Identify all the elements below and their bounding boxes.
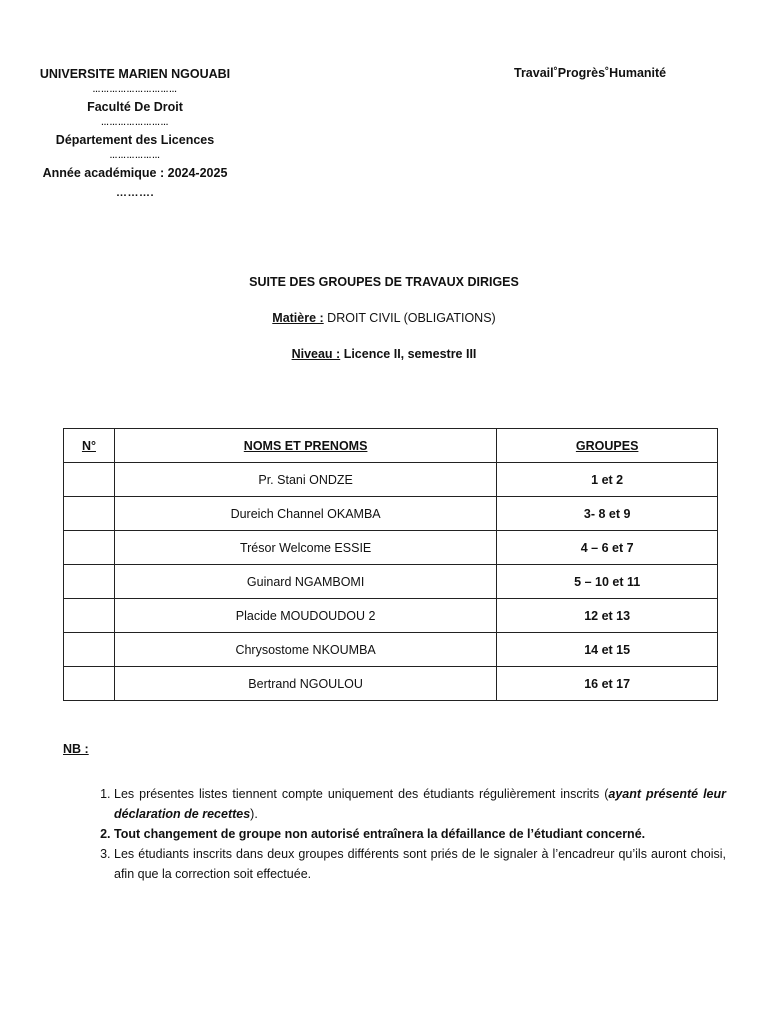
faculty-name: Faculté De Droit xyxy=(87,100,183,114)
table-row xyxy=(64,667,718,701)
header-groups-text: GROUPES xyxy=(575,438,639,453)
level-label: Niveau : xyxy=(291,347,341,361)
table-row xyxy=(64,633,718,667)
nb-label: NB : xyxy=(63,742,89,756)
table-row xyxy=(64,599,718,633)
header-groups xyxy=(497,429,718,463)
row-name: Pr. Stani ONDZE xyxy=(114,463,496,497)
groups-table xyxy=(63,428,718,701)
separator-dots: ………. xyxy=(115,187,155,199)
note3-text: Les étudiants inscrits dans deux groupes différents sont priés de le signaler à l’encadreur qu’ils auront choisi, afin que la correction soit effectuée. xyxy=(114,847,726,881)
separator-dots: …………………… xyxy=(101,118,169,127)
row-groups: 14 et 15 xyxy=(497,633,718,667)
institution-header xyxy=(18,66,252,202)
table-row xyxy=(64,497,718,531)
row-groups: 4 – 6 et 7 xyxy=(497,531,718,565)
table-header-row xyxy=(64,429,718,463)
document-title: SUITE DES GROUPES DE TRAVAUX DIRIGES xyxy=(249,275,519,289)
level-value: Licence II, semestre III xyxy=(340,347,477,361)
subject-label: Matière : xyxy=(272,311,324,325)
row-groups: 3- 8 et 9 xyxy=(497,497,718,531)
header-num xyxy=(64,429,115,463)
note1-text-b: ). xyxy=(250,807,258,821)
row-groups: 5 – 10 et 11 xyxy=(497,565,718,599)
row-num xyxy=(64,599,115,633)
header-names-text: NOMS ET PRENOMS xyxy=(243,438,368,453)
row-groups: 16 et 17 xyxy=(497,667,718,701)
national-motto: Travail˚Progrès˚Humanité xyxy=(514,66,667,80)
note-item xyxy=(114,784,726,824)
university-name: UNIVERSITE MARIEN NGOUABI xyxy=(39,67,231,81)
row-num xyxy=(64,633,115,667)
row-name: Dureich Channel OKAMBA xyxy=(114,497,496,531)
level-line xyxy=(0,344,768,364)
notes-list xyxy=(78,784,726,884)
subject-line xyxy=(0,308,768,328)
note1-italic: ayant présenté leur déclaration de recettes xyxy=(114,787,726,821)
row-num xyxy=(64,463,115,497)
row-num xyxy=(64,531,115,565)
note-item xyxy=(114,844,726,884)
table-row xyxy=(64,463,718,497)
document-titles xyxy=(0,272,768,364)
note2-text: Tout changement de groupe non autorisé entraînera la défaillance de l’étudiant concerné. xyxy=(114,827,646,841)
row-groups: 12 et 13 xyxy=(497,599,718,633)
row-num xyxy=(64,667,115,701)
note1-text-a: Les présentes listes tiennent compte uniquement des étudiants régulièrement inscrits ( xyxy=(114,787,609,801)
row-groups: 1 et 2 xyxy=(497,463,718,497)
note-item xyxy=(114,824,726,844)
header-names xyxy=(114,429,496,463)
table-row xyxy=(64,531,718,565)
department-name: Département des Licences xyxy=(55,133,215,147)
row-num xyxy=(64,565,115,599)
row-name: Trésor Welcome ESSIE xyxy=(114,531,496,565)
row-name: Bertrand NGOULOU xyxy=(114,667,496,701)
table-row xyxy=(64,565,718,599)
row-name: Chrysostome NKOUMBA xyxy=(114,633,496,667)
subject-text: DROIT CIVIL (OBLIGATIONS) xyxy=(323,311,496,325)
header-num-text: N° xyxy=(81,438,96,453)
row-num xyxy=(64,497,115,531)
row-name: Placide MOUDOUDOU 2 xyxy=(114,599,496,633)
separator-dots: ……………… xyxy=(109,151,161,160)
academic-year: Année académique : 2024-2025 xyxy=(42,166,228,180)
row-name: Guinard NGAMBOMI xyxy=(114,565,496,599)
separator-dots: ………………………… xyxy=(92,85,178,94)
subject-value xyxy=(324,311,496,325)
